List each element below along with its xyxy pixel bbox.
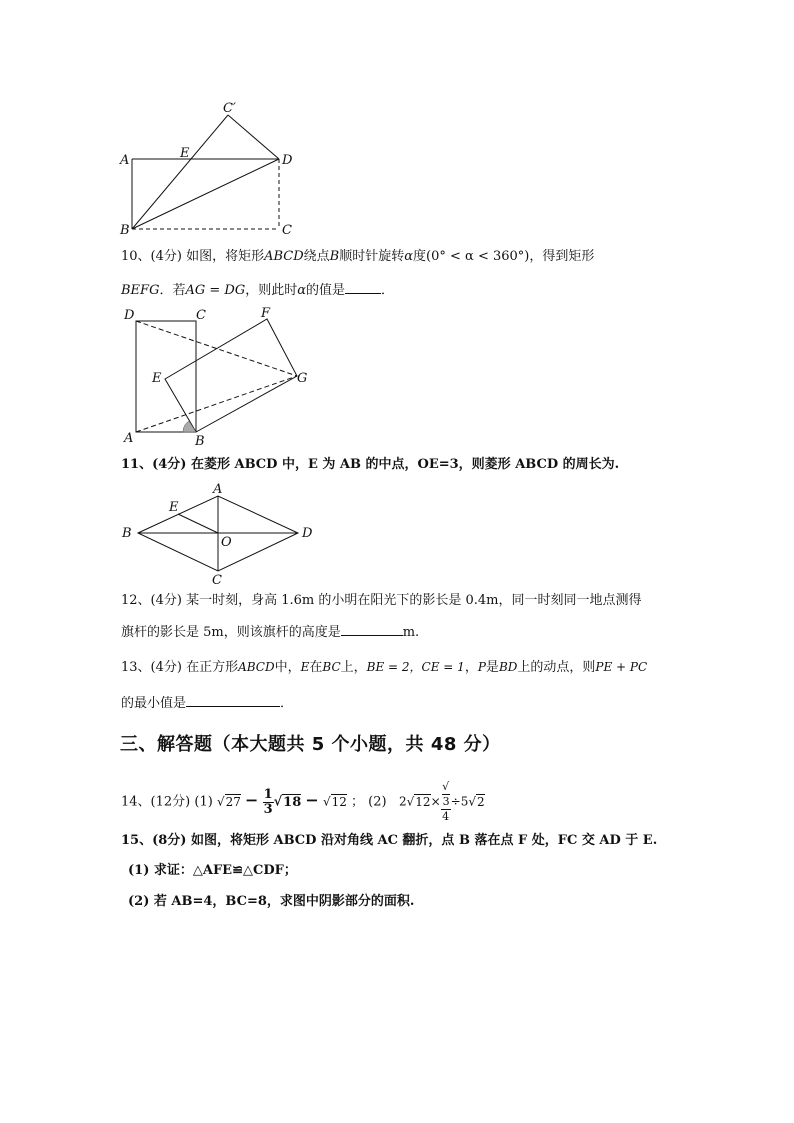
q14-fraction-root3-over-4: √ 3 4 (442, 780, 450, 823)
q10-alpha: α (404, 249, 414, 264)
label-e: E (169, 500, 179, 515)
question-14: 14、(12分) (1) √27 − $\frac{1}{3}$ √18 − √12 ； (2) 2√12× √ 3 4 ÷5√2 (121, 780, 485, 823)
label-b: B (195, 434, 205, 449)
q10-prefix: 10、(4分) 如图，将矩形 (121, 249, 265, 264)
label-f: F (261, 306, 271, 321)
q12-line2b: m. (402, 625, 420, 640)
q10-abcd: ABCD (264, 249, 304, 264)
q14-minus-1: − (245, 790, 259, 810)
q10-value-is: 的值是 (306, 283, 346, 298)
q10-around: 绕点 (303, 249, 330, 264)
question-12-line1 (121, 592, 642, 610)
question-15-line1 (121, 832, 657, 850)
label-g: G (297, 371, 308, 386)
q13-bc: BC (322, 660, 341, 674)
label-a: A (120, 153, 130, 168)
figure-q9-rectangle (110, 98, 310, 238)
angle-mark (183, 421, 196, 432)
label-d: D (124, 308, 135, 323)
q14-root-2: 2 (477, 794, 485, 809)
q10-degree: 度 (413, 249, 427, 264)
q15-line1: 15、(8分) 如图，将矩形 ABCD 沿对角线 AC 翻折，点 B 落在点 F 处，FC 交 AD 于 E. (121, 833, 658, 848)
q10-point-b: B (329, 249, 340, 264)
question-10-line1 (121, 248, 594, 266)
q13-e: E (300, 660, 310, 674)
q10-rotate: 顺时针旋转 (339, 249, 405, 264)
q13-end: ． (280, 696, 294, 711)
q14-times: × (430, 794, 441, 809)
q10-if: ．若 (159, 283, 186, 298)
q14-semicolon: ； (351, 794, 365, 810)
q14-numerator: 1 (263, 786, 273, 802)
q14-root-27: 27 (225, 794, 241, 809)
q13-p4: 上， (340, 660, 367, 675)
segment-bc-prime (132, 115, 228, 229)
question-15-sub1 (128, 862, 297, 880)
q10-end: ． (381, 283, 395, 298)
q13-abcd: ABCD (238, 660, 275, 674)
segment-c-prime-d (228, 115, 279, 159)
label-c: C (282, 223, 292, 238)
question-15-sub2 (128, 893, 414, 911)
q10-suffix: ，得到矩形 (529, 249, 595, 264)
label-b: B (120, 223, 130, 238)
label-c: C (212, 573, 222, 588)
q14-denominator: 3 (263, 801, 273, 817)
q13-p1: 13、(4分) 在正方形 (121, 660, 239, 675)
q14-label: 14、(12分) (121, 794, 191, 810)
section-3-title: 三、解答题（本大题共 5 个小题，共 48 分） (120, 734, 501, 755)
label-o: O (221, 535, 232, 550)
label-c-prime: C′ (223, 101, 236, 116)
q13-answer-blank (186, 694, 280, 707)
rect-abcd (136, 321, 196, 432)
q14-part1: (1) (194, 794, 213, 810)
label-e: E (152, 371, 162, 386)
q10-answer-blank (345, 281, 381, 294)
question-13-line2 (121, 694, 293, 713)
q14-coef-2: 2 (399, 794, 407, 809)
question-13-line1 (121, 658, 647, 677)
q14-denominator-4: 4 (442, 810, 450, 823)
q14-root-12b: 12 (415, 794, 431, 809)
q13-p7: 上的动点，则 (517, 660, 596, 675)
label-a: A (124, 431, 134, 446)
segment-bd (132, 159, 279, 229)
question-12-line2 (121, 623, 419, 642)
q13-p2: 中， (274, 660, 301, 675)
segment-oe (178, 514, 218, 533)
q14-part2: (2) (368, 794, 387, 810)
q12-answer-blank (341, 623, 403, 636)
q11-text: 11、(4分) 在菱形 ABCD 中，E 为 AB 的中点，OE=3，则菱形 ABCD 的周长为. (121, 457, 620, 472)
q14-minus-2: − (305, 790, 319, 810)
q13-p6: 是 (485, 660, 499, 675)
q14-root-3: 3 (442, 795, 450, 808)
label-a: A (213, 482, 223, 497)
label-b: B (122, 526, 132, 541)
q13-bd: BD (498, 660, 518, 674)
q13-p: P (477, 660, 486, 674)
q10-alpha-2: α (297, 283, 307, 298)
label-d: D (302, 526, 313, 541)
q14-divide: ÷ (450, 794, 461, 809)
question-10-line2 (121, 281, 394, 300)
q10-befg: BEFG (121, 283, 160, 298)
q13-line2: 的最小值是 (121, 696, 187, 711)
figure-q10-rotated-rectangle (115, 304, 315, 449)
q13-p3: 在 (309, 660, 323, 675)
q10-equation: AG = DG (185, 283, 246, 298)
q13-p5: ， (464, 660, 478, 675)
q14-coef-5: 5 (460, 794, 469, 809)
q12-line1: 12、(4分) 某一时刻，身高 1.6m 的小明在阳光下的影长是 0.4m，同一时刻同一地点测得 (121, 593, 642, 608)
label-e: E (180, 146, 190, 161)
section-3-heading (120, 730, 501, 756)
q13-be-ce: BE = 2，CE = 1 (366, 660, 465, 674)
q13-pe-pc: PE + PC (595, 660, 648, 674)
label-c: C (196, 308, 206, 323)
q14-root-18: 18 (283, 794, 302, 810)
q10-then: ，则此时 (245, 283, 298, 298)
question-11 (121, 456, 619, 474)
q15-sub1: (1) 求证：△AFE≌△CDF； (128, 863, 297, 878)
q14-root-12: 12 (331, 794, 347, 809)
figure-q11-rhombus (115, 478, 325, 588)
q15-sub2: (2) 若 AB=4，BC=8，求图中阴影部分的面积. (128, 894, 415, 909)
q10-range: (0° < α < 360°) (426, 249, 530, 264)
q14-fraction-one-third (263, 788, 274, 817)
q12-line2a: 旗杆的影长是 5m，则该旗杆的高度是 (121, 625, 341, 640)
label-d: D (282, 153, 293, 168)
